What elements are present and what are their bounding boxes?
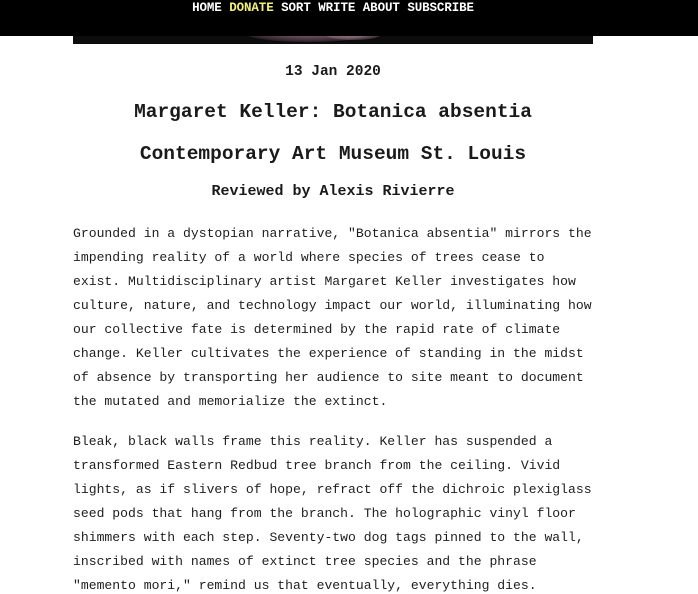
nav-write-link[interactable]: WRITE (318, 1, 356, 15)
nav-donate-link[interactable]: DONATE (229, 1, 274, 15)
nav-sort-link[interactable]: SORT (281, 1, 311, 15)
nav-about-link[interactable]: ABOUT (362, 1, 400, 15)
top-nav-bar (0, 0, 698, 36)
hero-image-bottom-edge (73, 36, 593, 44)
nav-subscribe-link[interactable]: SUBSCRIBE (407, 1, 474, 15)
main-nav (0, 1, 666, 15)
article-body (73, 222, 598, 594)
article-byline: Reviewed by Alexis Rivierre (211, 183, 455, 200)
article-paragraph-1: Grounded in a dystopian narrative, "Botanica absentia" mirrors the impending reality of a world where species of trees cease to exist. Multidisciplinary artist Margaret Keller investigates how culture, nature, and technology impact our world, illuminating how our collective fate is determined by the rapid rate of climate change. Keller cultivates the experience of standing in the midst of absence by transporting her audience to site meant to document the mutated and memorialize the extinct. (73, 226, 592, 409)
article-paragraph-2: Bleak, black walls frame this reality. Keller has suspended a transformed Eastern Redbud tree branch from the ceiling. Vivid lights, as if slivers of hope, refract off the dichroic plexiglass seed pods that hang from the branch. The holographic vinyl floor shimmers with each step. Seventy-two dog tags pinned to the wall, inscribed with names of extinct tree species and the phrase "memento mori," remind us that eventually, everything dies. (73, 434, 592, 593)
article-date: 13 Jan 2020 (285, 64, 381, 80)
article-title: Margaret Keller: Botanica absentia (134, 101, 532, 123)
nav-home-link[interactable]: HOME (192, 1, 222, 15)
article-venue: Contemporary Art Museum St. Louis (139, 143, 527, 165)
